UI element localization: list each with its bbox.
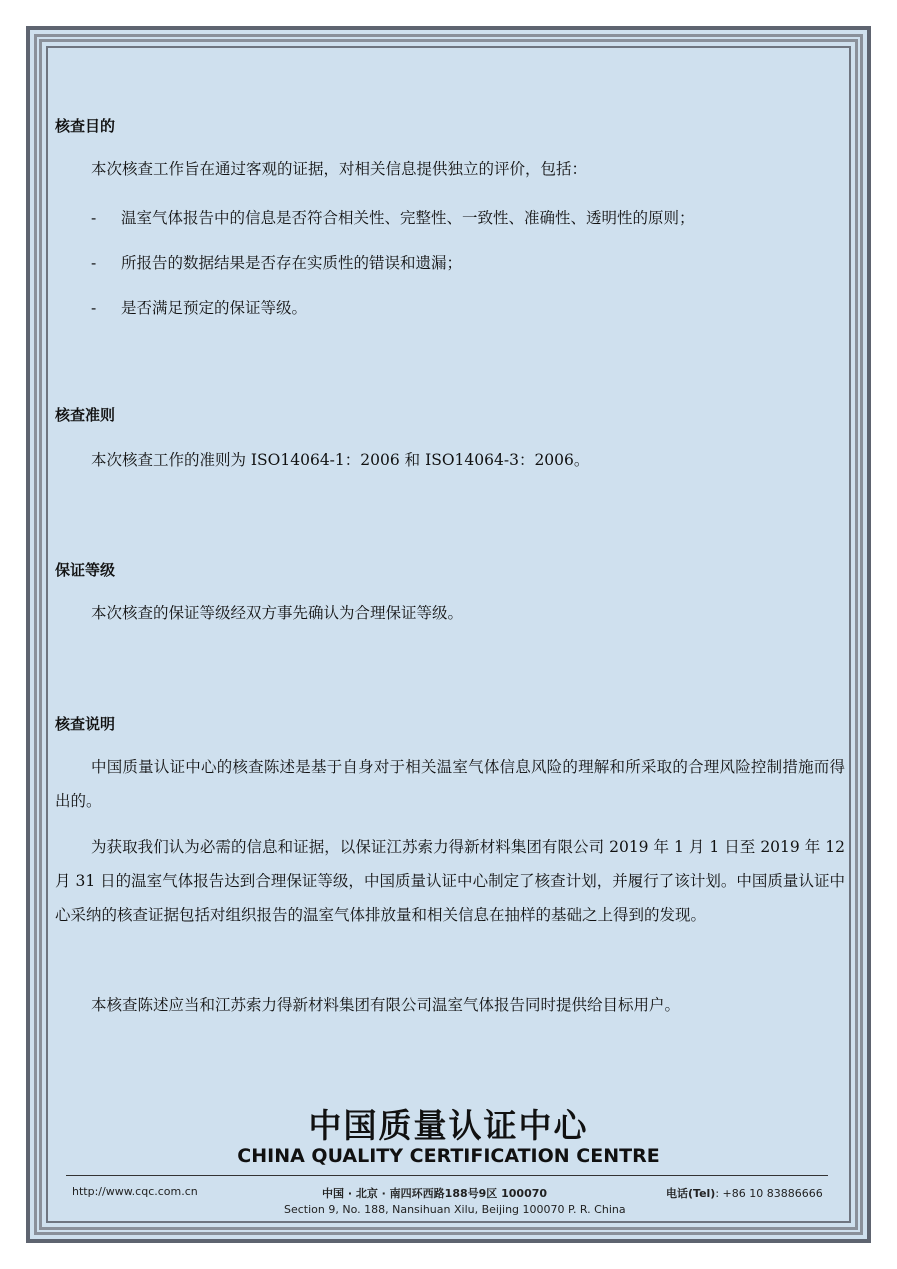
bullet-text: 所报告的数据结果是否存在实质性的错误和遗漏； bbox=[121, 254, 463, 272]
bullet-marker: - bbox=[91, 209, 97, 227]
section-heading-statement: 核查说明 bbox=[55, 715, 116, 733]
assurance-text: 本次核查的保证等级经双方事先确认为合理保证等级。 bbox=[91, 604, 464, 622]
footer-org-name-cn: 中国质量认证中心 bbox=[308, 1106, 589, 1145]
footer-address-cn: 中国 · 北京 · 南四环西路188号9区 100070 bbox=[322, 1187, 548, 1200]
purpose-bullet bbox=[91, 206, 695, 228]
footer-org-name-en: CHINA QUALITY CERTIFICATION CENTRE bbox=[237, 1145, 660, 1167]
purpose-bullet bbox=[91, 296, 307, 318]
footer-divider bbox=[66, 1175, 828, 1176]
purpose-bullet bbox=[91, 251, 462, 273]
bullet-marker: - bbox=[91, 254, 97, 272]
footer-website: http://www.cqc.com.cn bbox=[72, 1185, 198, 1198]
criteria-text: 本次核查工作的准则为 ISO14064-1：2006 和 ISO14064-3：2006。 bbox=[91, 451, 590, 469]
bullet-text: 是否满足预定的保证等级。 bbox=[121, 299, 308, 317]
section-heading-criteria: 核查准则 bbox=[55, 406, 116, 424]
bullet-text: 温室气体报告中的信息是否符合相关性、完整性、一致性、准确性、透明性的原则； bbox=[121, 209, 695, 227]
statement-paragraph: 中国质量认证中心的核查陈述是基于自身对于相关温室气体信息风险的理解和所采取的合理风险控制措施而得出的。 bbox=[55, 758, 845, 810]
statement-paragraph: 为获取我们认为必需的信息和证据，以保证江苏索力得新材料集团有限公司 2019 年 1 月 1 日至 2019 年 12 月 31 日的温室气体报告达到合理保证等级，中国质量认证中心制定了核查计划，并履行了该计划。中国质量认证中心采纳的核查证据包括对组织报告的温室气体排放量和相关信息在抽样的基础之上得到的发现。 bbox=[55, 838, 845, 924]
statement-paragraph: 本核查陈述应当和江苏索力得新材料集团有限公司温室气体报告同时提供给目标用户。 bbox=[91, 996, 681, 1014]
tel-number: : +86 10 83886666 bbox=[715, 1187, 823, 1200]
footer-address-en: Section 9, No. 188, Nansihuan Xilu, Beijing 100070 P. R. China bbox=[284, 1203, 626, 1216]
section-heading-purpose: 核查目的 bbox=[55, 117, 116, 135]
footer-telephone bbox=[666, 1185, 823, 1201]
page-content bbox=[55, 0, 845, 1269]
tel-label: 电话(Tel) bbox=[666, 1187, 716, 1200]
bullet-marker: - bbox=[91, 299, 97, 317]
purpose-intro: 本次核查工作旨在通过客观的证据，对相关信息提供独立的评价，包括： bbox=[91, 160, 588, 178]
section-heading-assurance: 保证等级 bbox=[55, 561, 116, 579]
